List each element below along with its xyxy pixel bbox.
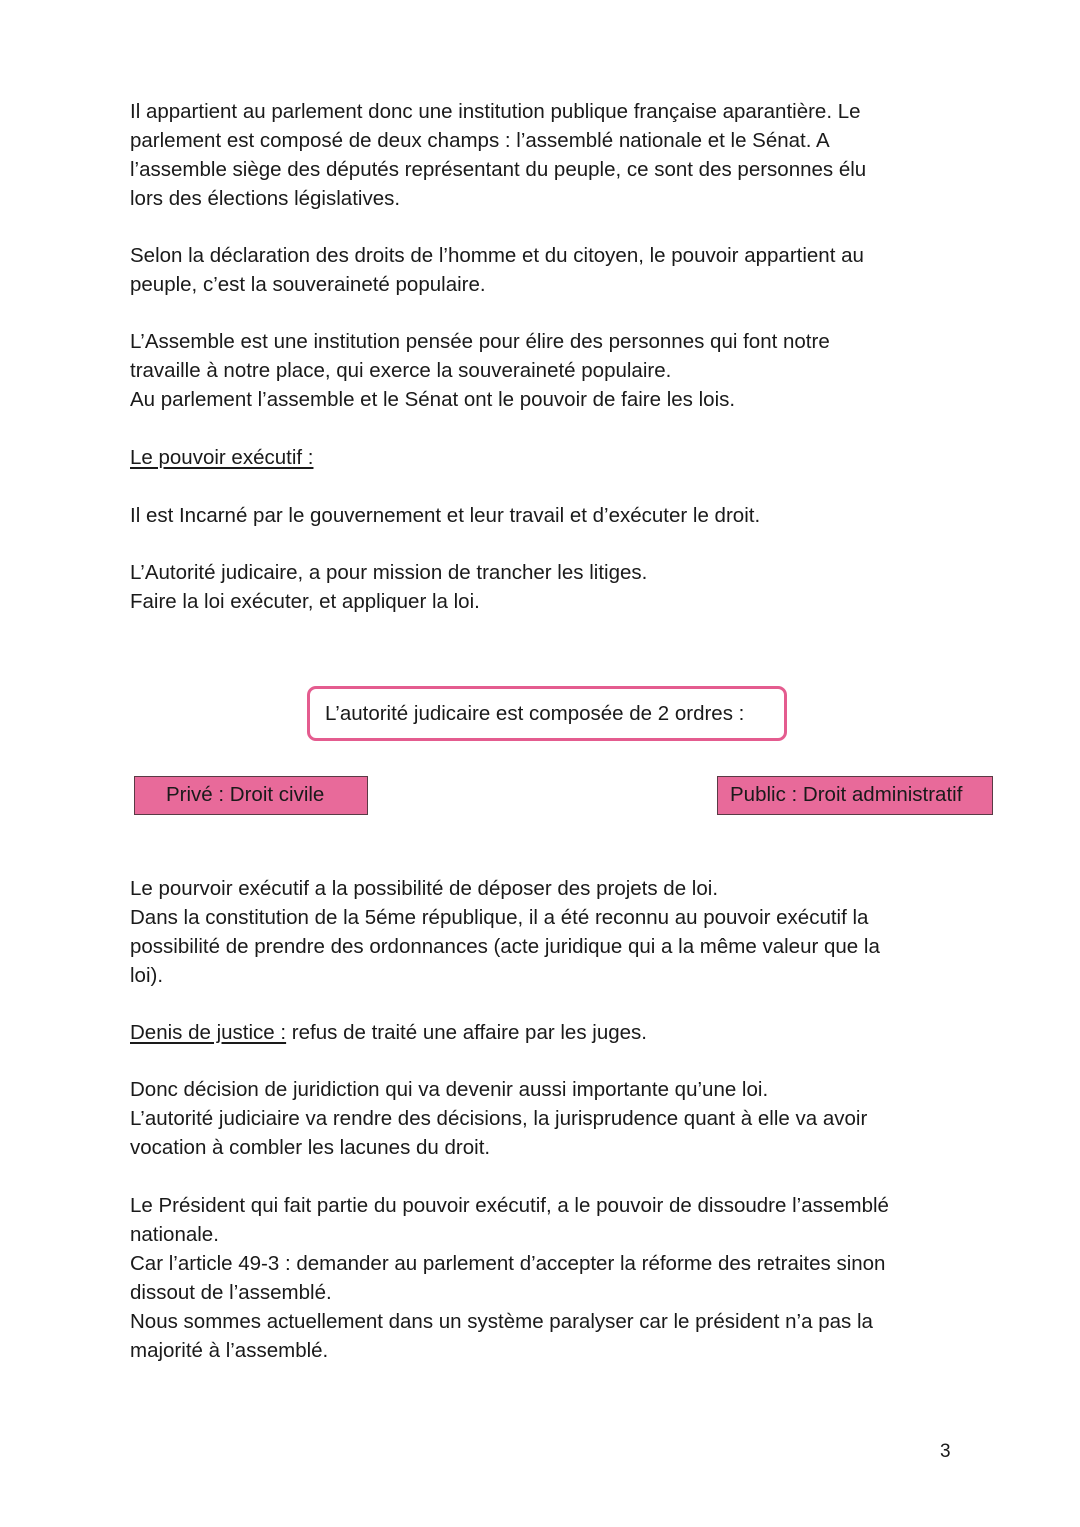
text-line: vocation à combler les lacunes du droit. (130, 1136, 491, 1159)
definition-term: Denis de justice : (130, 1021, 287, 1044)
text-line: parlement est composé de deux champs : l’assemblé nationale et le Sénat. A (130, 129, 830, 152)
definition-text: refus de traité une affaire par les juges. (286, 1021, 647, 1044)
text-line: loi). (130, 964, 164, 987)
heading-executive (130, 443, 950, 472)
paragraph-government (130, 501, 950, 530)
paragraph-denial-of-justice (130, 1018, 950, 1047)
text-line: Il est Incarné par le gouvernement et leur travail et d’exécuter le droit. (130, 504, 761, 527)
paragraph-judicial-authority (130, 558, 950, 616)
text-line: Le Président qui fait partie du pouvoir exécutif, a le pouvoir de dissoudre l’assemblé (130, 1194, 889, 1217)
text-line: travaille à notre place, qui exerce la souveraineté populaire. (130, 359, 672, 382)
text-line: lors des élections législatives. (130, 187, 401, 210)
text-line: Donc décision de juridiction qui va devenir aussi importante qu’une loi. (130, 1078, 769, 1101)
page-number: 3 (940, 1441, 951, 1462)
paragraph-assembly (130, 327, 950, 414)
section-heading: Le pouvoir exécutif : (130, 446, 314, 469)
text-line: l’assemble siège des députés représentant du peuple, ce sont des personnes élu (130, 158, 867, 181)
text-line: dissout de l’assemblé. (130, 1281, 332, 1304)
text-line: L’Assemble est une institution pensée pour élire des personnes qui font notre (130, 330, 830, 353)
diagram-private-box: Privé : Droit civile (134, 776, 368, 815)
paragraph-executive-laws (130, 874, 950, 990)
text-line: Il appartient au parlement donc une institution publique française aparantière. Le (130, 100, 861, 123)
paragraph-president (130, 1191, 950, 1365)
diagram-public-box: Public : Droit administratif (717, 776, 993, 815)
diagram-center-box: L’autorité judicaire est composée de 2 ordres : (307, 686, 787, 741)
text-line: Selon la déclaration des droits de l’homme et du citoyen, le pouvoir appartient au (130, 244, 864, 267)
paragraph-declaration (130, 241, 950, 299)
paragraph-parliament (130, 97, 950, 213)
text-line: Faire la loi exécuter, et appliquer la loi. (130, 590, 480, 613)
text-line: Nous sommes actuellement dans un système paralyser car le président n’a pas la (130, 1310, 873, 1333)
text-line (130, 1018, 950, 1047)
text-line: Le pourvoir exécutif a la possibilité de déposer des projets de loi. (130, 877, 719, 900)
text-line: majorité à l’assemblé. (130, 1339, 329, 1362)
text-line: possibilité de prendre des ordonnances (acte juridique qui a la même valeur que la (130, 935, 880, 958)
text-line: L’autorité judiciaire va rendre des décisions, la jurisprudence quant à elle va avoir (130, 1107, 868, 1130)
text-line: peuple, c’est la souveraineté populaire. (130, 273, 486, 296)
text-line: nationale. (130, 1223, 219, 1246)
text-line: L’Autorité judicaire, a pour mission de trancher les litiges. (130, 561, 648, 584)
text-line: Dans la constitution de la 5éme république, il a été reconnu au pouvoir exécutif la (130, 906, 869, 929)
text-line: Car l’article 49-3 : demander au parlement d’accepter la réforme des retraites sinon (130, 1252, 886, 1275)
paragraph-jurisprudence (130, 1075, 950, 1162)
text-line: Au parlement l’assemble et le Sénat ont le pouvoir de faire les lois. (130, 388, 736, 411)
